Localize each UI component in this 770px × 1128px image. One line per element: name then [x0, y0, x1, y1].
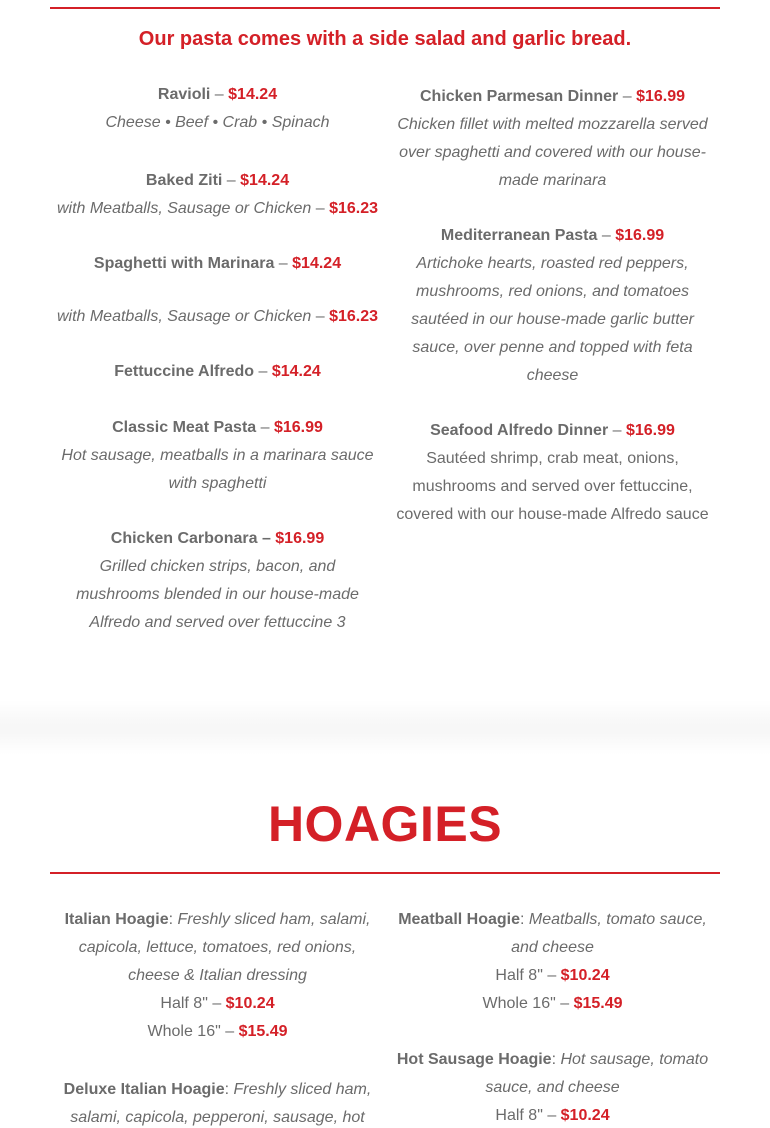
pasta-side-note: Our pasta comes with a side salad and garlic bread. — [138, 28, 632, 50]
separator: – — [254, 363, 272, 380]
item-description: Freshly sliced ham, — [229, 1081, 372, 1098]
separator: – — [274, 255, 293, 272]
separator: – — [256, 419, 274, 436]
separator: – — [608, 422, 626, 439]
item-name: Deluxe Italian Hoagie — [63, 1081, 225, 1098]
size-label: Half 8" – — [160, 995, 226, 1012]
item-description: sauce, over penne and topped with feta — [412, 339, 693, 356]
hoagies-title: HOAGIES — [267, 796, 503, 852]
item-name: Fettuccine Alfredo — [114, 363, 255, 380]
colon: : — [168, 911, 174, 928]
menu-item-chicken-parmesan — [385, 83, 720, 195]
size-label: Half 8" – — [495, 967, 561, 984]
size-price: $10.24 — [225, 995, 275, 1012]
item-price: $14.24 — [292, 255, 342, 272]
item-description: Chicken fillet with melted mozzarella served — [397, 116, 708, 133]
separator: – — [311, 308, 330, 325]
item-name: Mediterranean Pasta — [440, 227, 598, 244]
item-description: cheese — [526, 367, 579, 384]
item-description: Freshly sliced ham, salami, — [173, 911, 371, 928]
hoagies-divider — [50, 872, 720, 874]
item-description: Meatballs, tomato sauce, — [524, 911, 707, 928]
item-description: sauce, and cheese — [485, 1079, 620, 1096]
item-description: made marinara — [498, 172, 607, 189]
separator: – — [222, 172, 241, 189]
menu-item-seafood-alfredo — [385, 417, 720, 529]
menu-item-chicken-carbonara — [50, 525, 385, 637]
item-name: Classic Meat Pasta — [112, 419, 257, 436]
separator: – — [311, 200, 330, 217]
item-price: $16.99 — [625, 422, 675, 439]
item-name: Hot Sausage Hoagie — [396, 1051, 552, 1068]
top-divider — [50, 7, 720, 9]
item-price: $14.24 — [271, 363, 321, 380]
menu-item-spaghetti — [50, 250, 385, 278]
item-description: Alfredo and served over fettuccine 3 — [89, 614, 346, 631]
item-name: Ravioli — [157, 86, 211, 103]
item-description: Cheese • Beef • Crab • Spinach — [105, 114, 330, 131]
section-separator — [0, 700, 770, 755]
menu-item-mediterranean-pasta — [385, 222, 720, 390]
item-description: capicola, lettuce, tomatoes, red onions, — [78, 939, 357, 956]
item-description: and cheese — [511, 939, 594, 956]
item-description: cheese & Italian dressing — [128, 967, 307, 984]
item-option: with Meatballs, Sausage or Chicken — [56, 200, 312, 217]
item-description: sautéed in our house-made garlic butter — [411, 311, 694, 328]
item-description: Hot sausage, meatballs in a marinara sauce — [61, 447, 374, 464]
item-description: mushrooms, red onions, and tomatoes — [415, 283, 690, 300]
colon: : — [224, 1081, 230, 1098]
item-name: Italian Hoagie — [64, 911, 169, 928]
item-name: Seafood Alfredo Dinner — [430, 422, 609, 439]
item-description: mushrooms blended in our house-made — [76, 586, 359, 603]
item-name: Chicken Parmesan Dinner — [419, 88, 619, 105]
item-description: Hot sausage, tomato — [556, 1051, 709, 1068]
size-price: $15.49 — [238, 1023, 288, 1040]
menu-item-hot-sausage-hoagie — [385, 1046, 720, 1128]
item-option-price: $16.23 — [329, 200, 379, 217]
item-description: covered with our house-made Alfredo sauce — [396, 506, 709, 523]
size-label: Whole 16" – — [147, 1023, 239, 1040]
menu-item-ravioli — [50, 81, 385, 137]
item-description: salami, capicola, pepperoni, sausage, hot — [70, 1109, 365, 1126]
item-price: $16.99 — [636, 88, 686, 105]
colon: : — [551, 1051, 557, 1068]
item-price: $16.99 — [275, 530, 325, 547]
item-description: Artichoke hearts, roasted red peppers, — [416, 255, 689, 272]
item-name: Baked Ziti — [145, 172, 223, 189]
item-name: Spaghetti with Marinara — [93, 255, 275, 272]
separator: – — [210, 86, 229, 103]
size-price: $10.24 — [560, 1107, 610, 1124]
item-price: $16.99 — [273, 419, 323, 436]
item-description: mushrooms and served over fettuccine, — [412, 478, 693, 495]
menu-item-fettuccine — [50, 358, 385, 386]
size-label: Whole 16" – — [482, 995, 574, 1012]
item-name: Chicken Carbonara – — [110, 530, 276, 547]
item-description: with spaghetti — [168, 475, 267, 492]
menu-item-classic-meat-pasta — [50, 414, 385, 498]
item-price: $16.99 — [615, 227, 665, 244]
size-label: Half 8" – — [495, 1107, 561, 1124]
size-price: $15.49 — [573, 995, 623, 1012]
colon: : — [520, 911, 525, 928]
item-description: Grilled chicken strips, bacon, and — [99, 558, 336, 575]
item-name: Meatball Hoagie — [398, 911, 521, 928]
item-option: with Meatballs, Sausage or Chicken — [56, 308, 312, 325]
menu-item-meatball-hoagie — [385, 906, 720, 1018]
separator: – — [618, 88, 637, 105]
item-price: $14.24 — [228, 86, 278, 103]
menu-item-deluxe-italian-hoagie — [50, 1076, 385, 1128]
item-option-price: $16.23 — [329, 308, 379, 325]
menu-item-baked-ziti — [50, 167, 385, 223]
menu-item-italian-hoagie — [50, 906, 385, 1046]
size-price: $10.24 — [560, 967, 610, 984]
item-price: $14.24 — [240, 172, 290, 189]
item-description: Sautéed shrimp, crab meat, onions, — [426, 450, 679, 467]
menu-item-spaghetti-option — [50, 303, 385, 331]
item-description: over spaghetti and covered with our house- — [399, 144, 706, 161]
separator: – — [597, 227, 616, 244]
